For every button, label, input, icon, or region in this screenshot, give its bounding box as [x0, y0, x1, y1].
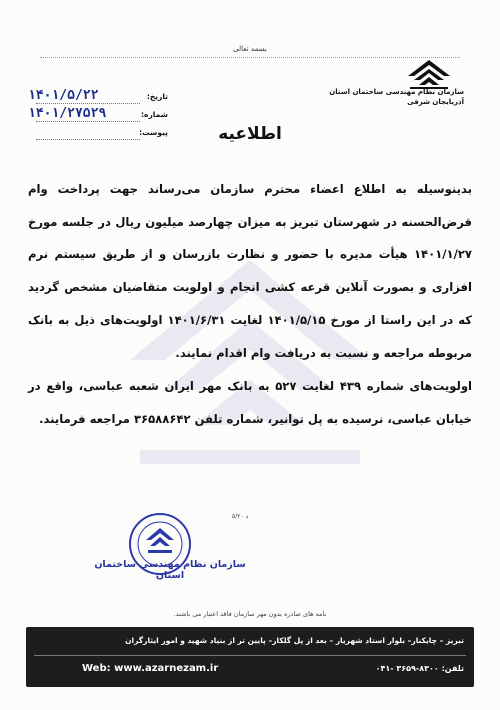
org-logo-icon	[406, 58, 452, 90]
date-label: تاریخ:	[146, 92, 168, 101]
page-title: اطلاعیه	[218, 124, 282, 144]
notice-body	[28, 173, 472, 436]
number-field	[28, 106, 168, 124]
org-name-line1: سازمان نظام مهندسی ساختمان استان	[329, 88, 464, 96]
top-divider	[40, 57, 460, 58]
org-name-line2: آذربایجان شرقی	[407, 98, 464, 106]
footer-address: تبریز – چایکنار– بلوار استاد شهریار – بعد از پل گلکار– پایین تر از بنیاد شهید و امور ایثارگران	[125, 636, 464, 645]
top-label: بسمه تعالی	[233, 45, 267, 53]
footer-website-link[interactable]: Web: www.azarnezam.ir	[82, 663, 219, 674]
org-name	[314, 87, 464, 107]
notice-paragraph-2: اولویت‌های شماره ۴۳۹ لغایت ۵۲۷ به بانک مهر ایران شعبه عباسی، واقع در خیابان عباسی، نرسیده به پل توانیر، شماره تلفن ۳۶۵۸۸۶۴۲ مراجعه فرمایند.	[28, 379, 473, 426]
validity-note: نامه های صادره بدون مهر سازمان فاقد اعتبار می باشند.	[173, 610, 327, 618]
footer-bar	[26, 627, 474, 687]
number-label: شماره:	[141, 110, 168, 119]
sign-code: د ۵/۲۰	[232, 513, 249, 520]
date-value: ۱۴۰۱/۵/۲۲	[28, 88, 99, 103]
notice-paragraph-1: بدینوسیله به اطلاع اعضاء محترم سازمان می‌رساند جهت پرداخت وام قرض‌الحسنه در شهرستان تبریز به میزان چهارصد میلیون ریال در جلسه مورخ ۱۴۰۱/۱/۲۷ هیأت مدیره با حضور و نظارت بازرسان و از طریق سیستم نرم افزاری و بصورت آنلاین قرعه کشی انجام و اولویت متقاضیان مشخص گردید که در این راستا از مورخ ۱۴۰۱/۵/۱۵ لغایت ۱۴۰۱/۶/۳۱ اولویت‌های ذیل به بانک مربوطه مراجعه و نسبت به دریافت وام اقدام نمایند.	[28, 182, 472, 360]
date-field	[28, 88, 168, 106]
stamp-org-text: سازمان نظام مهندسی ساختمان استان	[94, 559, 246, 581]
attachment-label: پیوست:	[139, 128, 168, 137]
number-value: ۱۴۰۱/۲۷۵۲۹	[28, 106, 107, 121]
footer-phone: تلفن: ۸۳۰۰-۳۶۵۹ -۰۴۱	[375, 664, 464, 673]
